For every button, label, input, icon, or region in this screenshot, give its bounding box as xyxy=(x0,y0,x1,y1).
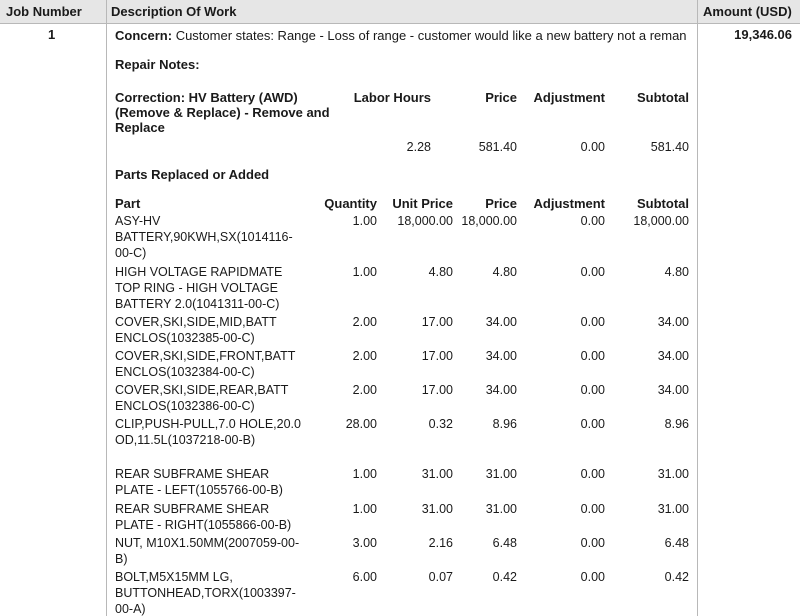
concern-line xyxy=(115,28,687,43)
part-unit-price: 17.00 xyxy=(421,383,453,397)
part-quantity: 1.00 xyxy=(352,502,377,516)
part-subtotal: 0.42 xyxy=(664,570,689,584)
part-name: REAR SUBFRAME SHEAR PLATE - RIGHT(1055866-00-B) xyxy=(115,502,292,532)
part-unit-price: 0.32 xyxy=(428,417,453,431)
price-column-header: Price xyxy=(485,196,517,211)
part-subtotal: 18,000.00 xyxy=(633,214,689,228)
part-name: HIGH VOLTAGE RAPIDMATE TOP RING - HIGH VOLTAGE BATTERY 2.0(1041311-00-C) xyxy=(115,265,283,311)
part-quantity: 1.00 xyxy=(352,214,377,228)
amount-header: Amount (USD) xyxy=(703,4,792,19)
part-unit-price: 4.80 xyxy=(428,265,453,279)
part-adjustment: 0.00 xyxy=(580,417,605,431)
part-unit-price: 31.00 xyxy=(421,467,453,481)
job-number-header: Job Number xyxy=(6,4,82,19)
part-price: 8.96 xyxy=(492,417,517,431)
part-adjustment: 0.00 xyxy=(580,502,605,516)
part-unit-price: 2.16 xyxy=(428,536,453,550)
part-name: COVER,SKI,SIDE,REAR,BATT ENCLOS(1032386-00-C) xyxy=(115,383,289,413)
parts-title: Parts Replaced or Added xyxy=(115,167,270,182)
part-unit-price: 31.00 xyxy=(421,502,453,516)
part-subtotal: 34.00 xyxy=(657,383,689,397)
part-subtotal: 8.96 xyxy=(664,417,689,431)
part-adjustment: 0.00 xyxy=(580,467,605,481)
part-quantity: 28.00 xyxy=(345,417,377,431)
part-adjustment: 0.00 xyxy=(580,349,605,363)
part-adjustment: 0.00 xyxy=(580,536,605,550)
part-price: 34.00 xyxy=(485,383,517,397)
concern-text: Customer states: Range - Loss of range - customer would like a new battery not a reman xyxy=(175,28,687,43)
part-price: 0.42 xyxy=(492,570,517,584)
part-name: REAR SUBFRAME SHEAR PLATE - LEFT(1055766-00-B) xyxy=(115,467,283,497)
adjustment-column-header: Adjustment xyxy=(533,196,605,211)
labor-hours-header: Labor Hours xyxy=(353,90,431,105)
part-subtotal: 34.00 xyxy=(657,315,689,329)
description-header: Description Of Work xyxy=(111,4,237,19)
part-price: 34.00 xyxy=(485,349,517,363)
part-quantity: 6.00 xyxy=(352,570,377,584)
part-name: NUT, M10X1.50MM(2007059-00-B) xyxy=(115,536,300,566)
quantity-column-header: Quantity xyxy=(324,196,377,211)
part-subtotal: 31.00 xyxy=(657,467,689,481)
table-header xyxy=(0,0,800,24)
part-subtotal: 31.00 xyxy=(657,502,689,516)
correction-adjustment-value: 0.00 xyxy=(580,140,605,154)
part-adjustment: 0.00 xyxy=(580,383,605,397)
part-adjustment: 0.00 xyxy=(580,315,605,329)
description-of-work xyxy=(107,24,697,616)
part-price: 31.00 xyxy=(485,502,517,516)
part-quantity: 2.00 xyxy=(352,349,377,363)
part-column-header: Part xyxy=(115,196,141,211)
part-name: COVER,SKI,SIDE,MID,BATT ENCLOS(1032385-00-C) xyxy=(115,315,277,345)
part-unit-price: 17.00 xyxy=(421,315,453,329)
part-adjustment: 0.00 xyxy=(580,214,605,228)
part-subtotal: 6.48 xyxy=(664,536,689,550)
job-number: 1 xyxy=(48,27,56,42)
part-quantity: 2.00 xyxy=(352,315,377,329)
part-quantity: 3.00 xyxy=(352,536,377,550)
part-subtotal: 34.00 xyxy=(657,349,689,363)
labor-hours-value: 2.28 xyxy=(406,140,431,154)
correction-adjustment-header: Adjustment xyxy=(533,90,605,105)
part-name: COVER,SKI,SIDE,FRONT,BATT ENCLOS(1032384-00-C) xyxy=(115,349,296,379)
column-divider xyxy=(697,0,698,616)
repair-notes-label: Repair Notes: xyxy=(115,57,200,72)
part-price: 6.48 xyxy=(492,536,517,550)
part-adjustment: 0.00 xyxy=(580,265,605,279)
part-unit-price: 17.00 xyxy=(421,349,453,363)
part-unit-price: 0.07 xyxy=(428,570,453,584)
correction-price-value: 581.40 xyxy=(478,140,517,154)
part-price: 31.00 xyxy=(485,467,517,481)
subtotal-column-header: Subtotal xyxy=(637,196,689,211)
correction-price-header: Price xyxy=(485,90,517,105)
concern-label: Concern: xyxy=(115,28,173,43)
part-name: ASY-HV BATTERY,90KWH,SX(1014116-00-C) xyxy=(115,214,293,260)
part-unit-price: 18,000.00 xyxy=(397,214,453,228)
correction-subtotal-header: Subtotal xyxy=(637,90,689,105)
part-price: 4.80 xyxy=(492,265,517,279)
part-name: CLIP,PUSH-PULL,7.0 HOLE,20.0 OD,11.5L(1037218-00-B) xyxy=(115,417,301,447)
correction-title: Correction: HV Battery (AWD) (Remove & Replace) - Remove and Replace xyxy=(115,90,330,135)
unit-price-column-header: Unit Price xyxy=(392,196,453,211)
job-amount: 19,346.06 xyxy=(734,27,792,42)
part-subtotal: 4.80 xyxy=(664,265,689,279)
part-price: 18,000.00 xyxy=(461,214,517,228)
part-adjustment: 0.00 xyxy=(580,570,605,584)
part-quantity: 1.00 xyxy=(352,467,377,481)
part-quantity: 1.00 xyxy=(352,265,377,279)
part-price: 34.00 xyxy=(485,315,517,329)
correction-subtotal-value: 581.40 xyxy=(650,140,689,154)
part-name: BOLT,M5X15MM LG, BUTTONHEAD,TORX(1003397-00-A) xyxy=(115,570,296,616)
part-quantity: 2.00 xyxy=(352,383,377,397)
